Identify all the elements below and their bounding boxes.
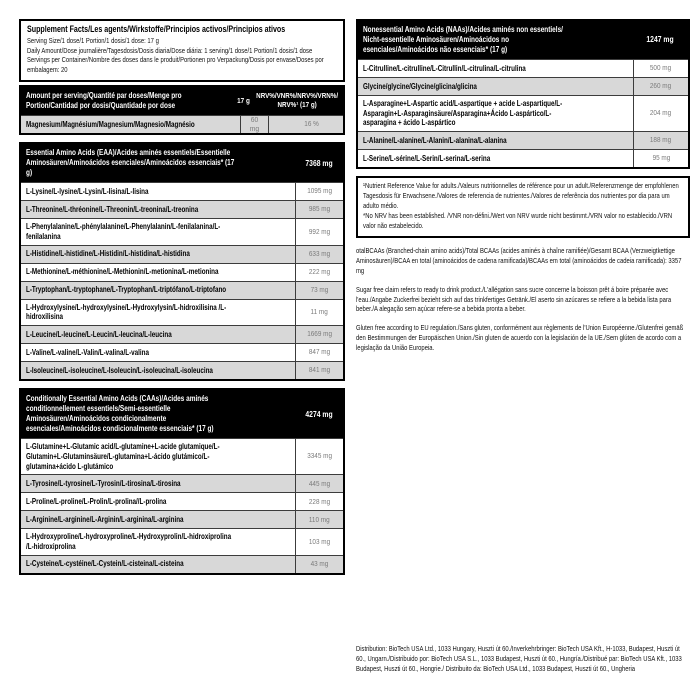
ingredient-amount: 445 mg [308, 478, 331, 488]
no-nrv-footnote: *No NRV has been established. /VNR non-défini./Wert von NRV wurde nicht bestimmt./VRN valor no establecido./VRN valor não estabelecido. [363, 210, 673, 230]
servings-per-container-line: Servings per Container/Nombre des doses dans le produit/Portionen pro Verpackung/Dosis por envase/Doses por embalagem: 20 [27, 55, 324, 75]
ingredient-label: L-Hydroxylysine/L-hydroxylysine/L-Hydroxylysin/L-hidroxilisina /L-hidroxilisina [26, 302, 227, 322]
table-row [21, 438, 343, 474]
ingredient-amount: 188 mg [650, 135, 672, 145]
ingredient-label: L-Isoleucine/L-isoleucine/L-Isoleucin/L-isoleucina/L-isoleucina [26, 365, 213, 375]
ingredient-label: L-Leucine/L-leucine/L-Leucin/L-leucina/L-leucina [26, 329, 172, 339]
gluten-free-note: Gluten free according to EU regulation./Sans gluten, conformément aux règlements de l'Union Européenne./Glutenfrei gemäß den Bestimmungen der Europäischen Union./Sin gluten de acuerdo con la legislación de la UE./Sem glúten de acordo com a legislação da União Europeia. [356, 323, 684, 353]
ingredient-amount: 992 mg [308, 226, 331, 236]
ingredient-amount: 228 mg [308, 496, 331, 506]
ingredient-label: L-Valine/L-valine/L-Valin/L-valina/L-valina [26, 347, 150, 357]
amount-per-serving-table [19, 85, 345, 135]
table-row [358, 131, 688, 149]
ingredient-amount: 633 mg [308, 248, 331, 258]
table-row [21, 245, 343, 263]
eaa-total-amount: 7368 mg [305, 158, 333, 168]
naa-table [356, 19, 690, 169]
nrv-footnote-box [356, 176, 690, 238]
ingredient-label: L-Tyrosine/L-tyrosine/L-Tyrosin/L-tirosina/L-tirosina [26, 478, 181, 488]
ingredient-amount: 103 mg [308, 536, 331, 546]
naa-total-amount: 1247 mg [646, 35, 675, 45]
ingredient-label: L-Proline/L-proline/L-Prolin/L-prolina//L-prolina [26, 496, 167, 506]
ingredient-amount: 110 mg [309, 514, 330, 524]
ingredient-label: L-Histidine/L-histidine/L-Histidin/L-histidina/L-histidina [26, 249, 190, 259]
table-row [21, 361, 343, 379]
amount-header-nrv: NRV%/VNR%/NRV%/VRN%/NRV%¹ (17 g) [255, 91, 338, 109]
amount-header-weight: 17 g [237, 95, 251, 105]
caa-header-label: Conditionally Essential Amino Acids (CAAs)/Acides aminés conditionnellement essentiels/Semi-essentielle Aminosäuren/Aminoácidos condicionalmente esenciales/Aminoácidos condicionalmente essenciais* (17 g) [26, 394, 214, 434]
table-row [21, 299, 343, 325]
supplement-facts-title: Supplement Facts/Les agents/Wirkstoffe/Principios activos/Principios ativos [27, 24, 286, 34]
table-row [358, 95, 688, 131]
sugar-free-note: Sugar free claim refers to ready to drink product./L'allégation sans sucre concerne la boisson prêt á boire préparée avec l'eau./Angabe Zuckerfrei bezieht sich auf das trinkfertiges Getränk./El aserto sin azúcares se refiere a la bebida lista para beber./A alegação sem açúcar refere-se a bebida pronta a beber. [356, 284, 672, 314]
naa-table-header [358, 21, 688, 59]
ingredient-amount: 222 mg [308, 266, 331, 276]
eaa-table [19, 142, 345, 381]
table-row [21, 281, 343, 299]
table-row [358, 59, 688, 77]
serving-size-line: Serving Size/1 dose/1 Portion/1 dosis/1 dose: 17 g [27, 35, 159, 45]
ingredient-amount: 11 mg [310, 307, 329, 317]
ingredient-amount: 841 mg [308, 365, 331, 375]
ingredient-nrv: 16 % [303, 119, 319, 129]
right-column [356, 19, 690, 362]
ingredient-label: L-Arginine/L-arginine/L-Arginin/L-arginina/L-arginina [26, 514, 184, 524]
bcaa-note: otalBCAAs (Branched-chain amino acids)/Total BCAAs (acides aminés à chaîne ramifiée)/Gesamt BCAA (Verzweigtkettige Aminosäuren)/BCAA en total (aminoácidos de cadena ramificada)/BCAAs em total (aminoácidos de cadeia ramificada): 3357 mg [356, 245, 682, 275]
ingredient-amount: 1095 mg [307, 186, 332, 196]
table-row [21, 528, 343, 554]
ingredient-label: L-Glutamine+L-Glutamic acid/L-glutamine+L-acide glutamique/L-Glutamin+L-Glutaminsäure/L-glutamina+L-ácido glutámico/L-glutamina+ácido L-glutámico [26, 442, 220, 471]
ingredient-label: Glycine/glycine/Glycine/glicina/glicina [363, 81, 477, 91]
ingredient-label: L-Citrulline/L-citrulline/L-Citrullin/L-citrulina/L-citrulina [363, 63, 526, 73]
ingredient-label: L-Cysteine/L-cystéine/L-Cystein/L-cisteina/L-cisteina [26, 559, 184, 569]
ingredient-label: Magnesium/Magnésium/Magnesium/Magnesio/Magnésio [26, 119, 195, 129]
ingredient-label: L-Methionine/L-méthionine/L-Methionin/L-metionina/L-metionina [26, 267, 219, 277]
caa-table [19, 388, 345, 575]
table-row [21, 510, 343, 528]
table-row [21, 200, 343, 218]
ingredient-label: L-Lysine/L-lysine/L-Lysin/L-lisina/L-lisina [26, 186, 149, 196]
distribution-note: Distribution: BioTech USA Ltd., 1033 Hungary, Huszti út 60./Inverkehrbringer: BioTech USA Kft., H-1033, Budapest, Huszti út 60., Ungarn./Distribuido por: BioTech USA S.L., 1033 Budapest, Huszti út 60., Hungría./Distribué par: BioTech USA Kft., 1033 Budapest, Huszti út 60., Hongrie./ Distribuito da: BioTech USA Ltd., 1033 Budapest, Huszti út 60., Ungheria [356, 644, 682, 673]
eaa-table-header [21, 144, 343, 182]
table-row [21, 325, 343, 343]
table-row [358, 149, 688, 167]
magnesium-row [21, 115, 343, 133]
ingredient-label: L-Hydroxyproline/L-hydroxyproline/L-Hydroxyprolin/L-hidroxiprolina /L-hidroxiprolina [26, 532, 232, 552]
ingredient-amount: 1669 mg [307, 329, 332, 339]
ingredient-amount: 73 mg [310, 284, 329, 294]
daily-amount-line: Daily Amount/Dose journalière/Tagesdosis/Dosis diaria/Dose diária: 1 serving/1 dose/1 Portion/1 dosis/1 dose [27, 45, 313, 55]
table-row [21, 218, 343, 244]
ingredient-label: L-Asparagine+L-Aspartic acid/L-aspartique + acide L-aspartique/L-Asparagin+L-Asparaginsäure/Asparagina+Ácido L-aspártico/L-asparagina + ácido L-aspártico [363, 99, 563, 128]
eaa-header-label: Essential Amino Acids (EAA)/Acides aminés essentiels/Essentielle Aminosäuren/Aminoácidos esenciales/Aminoácidos essenciais* (17 g) [26, 148, 235, 178]
nrv-footnote: ¹Nutrient Reference Value for adults./Valeurs nutritionnelles de référence pour un adult./Referenzmenge der empfohlenen Tagesdosis für Erwachsene./Valores de referencia de nutrientes./Valores de referência dos nutrientes por dia para um adulto médio. [363, 181, 679, 211]
ingredient-amount: 3345 mg [307, 451, 332, 461]
table-row [21, 343, 343, 361]
ingredient-amount: 500 mg [650, 63, 672, 73]
amount-header-label: Amount per serving/Quantité par doses/Menge pro Portion/Cantidad por dosis/Quantidade por dose [26, 90, 182, 110]
table-row [358, 77, 688, 95]
ingredient-amount: 260 mg [650, 81, 672, 91]
ingredient-label: L-Serine/L-sérine/L-Serin/L-serina/L-serina [363, 153, 491, 163]
ingredient-amount: 985 mg [308, 204, 331, 214]
ingredient-amount: 847 mg [308, 347, 331, 357]
table-row [21, 555, 343, 573]
ingredient-amount: 60 mg [250, 114, 260, 133]
ingredient-label: L-Alanine/L-alanine/L-Alanin/L-alanina/L-alanina [363, 135, 507, 145]
supplement-facts-box [19, 19, 345, 82]
table-row [21, 492, 343, 510]
caa-table-header [21, 390, 343, 438]
table-row [21, 474, 343, 492]
ingredient-amount: 95 mg [652, 153, 670, 163]
ingredient-amount: 204 mg [650, 108, 672, 118]
table-row [21, 263, 343, 281]
naa-header-label: Nonessential Amino Acids (NAAs)/Acides aminés non essentiels/ Nicht-essentielle Aminosäuren/Aminoácidos no esenciales/Aminoácidos não essenciais* (17 g) [363, 25, 563, 54]
ingredient-label: L-Phenylalanine/L-phénylalanine/L-Phenylalanin/L-fenilalanina/L-fenilalanina [26, 222, 221, 241]
left-column [19, 19, 345, 582]
table-row [21, 182, 343, 200]
ingredient-amount: 43 mg [310, 558, 329, 568]
ingredient-label: L-Tryptophan/L-tryptophane/L-Tryptophan/L-triptófano/L-triptofano [26, 285, 227, 295]
ingredient-label: L-Threonine/L-thréonine/L-Threonin/L-treonina/L-treonina [26, 204, 199, 214]
caa-total-amount: 4274 mg [305, 409, 333, 419]
amount-table-header [21, 87, 343, 115]
